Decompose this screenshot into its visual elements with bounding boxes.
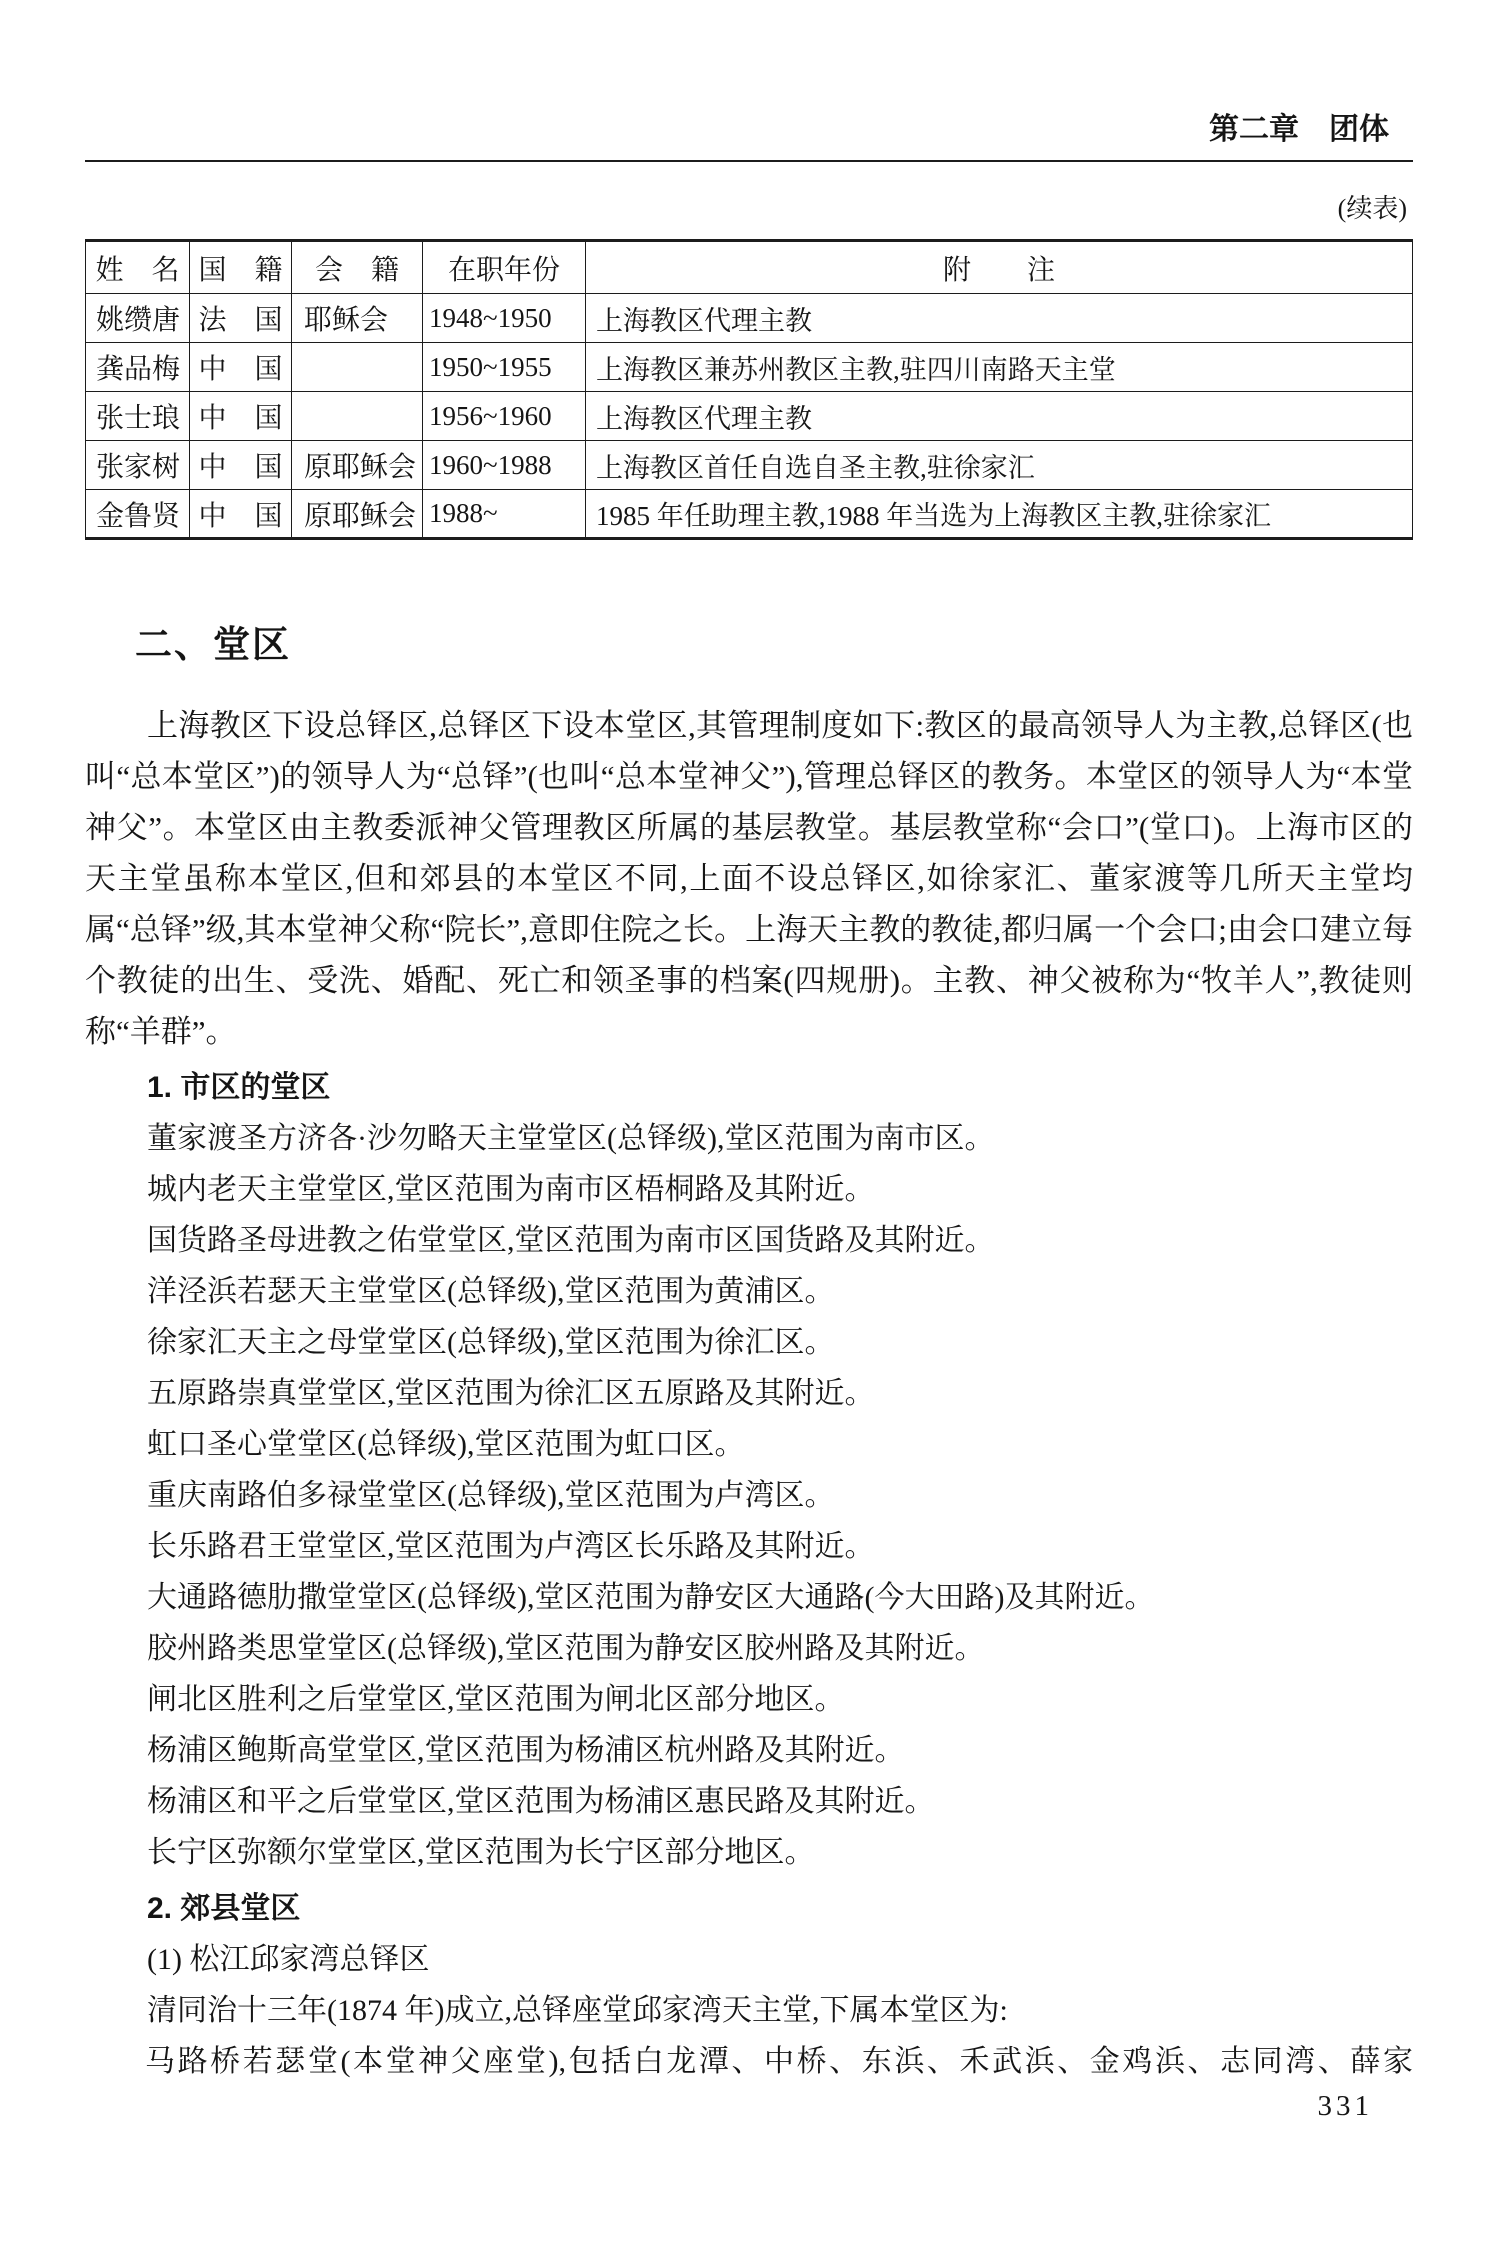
cell-name: 金鲁贤: [86, 490, 190, 539]
cell-membership: 耶稣会: [292, 294, 423, 343]
cell-membership: [292, 392, 423, 441]
cell-name: 姚缵唐: [86, 294, 190, 343]
cell-name: 张家树: [86, 441, 190, 490]
section-heading: 二、堂区: [135, 624, 291, 665]
col-header-note: 附 注: [586, 241, 1413, 294]
parish-item: 闸北区胜利之后堂堂区,堂区范围为闸北区部分地区。: [147, 1683, 845, 1716]
table-row: [86, 441, 1413, 490]
intro-paragraph: 上海教区下设总铎区,总铎区下设本堂区,其管理制度如下:教区的最高领导人为主教,总铎区(也叫“总本堂区”)的领导人为“总铎”(也叫“总本堂神父”),管理总铎区的教务。本堂区的领导人为“本堂神父”。本堂区由主教委派神父管理教区所属的基层教堂。基层教堂称“会口”(堂口)。上海市区的天主堂虽称本堂区,但和郊县的本堂区不同,上面不设总铎区,如徐家汇、董家渡等几所天主堂均属“总铎”级,其本堂神父称“院长”,意即住院之长。上海天主教的教徒,都归属一个会口;由会口建立每个教徒的出生、受洗、婚配、死亡和领圣事的档案(四规册)。主教、神父被称为“牧羊人”,教徒则称“羊群”。: [85, 708, 1413, 1049]
cell-nationality: 中 国: [190, 392, 292, 441]
parish-item: 虹口圣心堂堂区(总铎级),堂区范围为虹口区。: [147, 1428, 745, 1461]
suburb-line-2: 马路桥若瑟堂(本堂神父座堂),包括白龙潭、中桥、东浜、禾武浜、金鸡浜、志同湾、薛家: [145, 2045, 1413, 2078]
cell-nationality: 中 国: [190, 343, 292, 392]
cell-membership: [292, 343, 423, 392]
parish-item: 徐家汇天主之母堂堂区(总铎级),堂区范围为徐汇区。: [147, 1326, 835, 1359]
cell-years: 1948~1950: [423, 294, 586, 343]
page-content: [85, 0, 1413, 2087]
parish-item: 杨浦区和平之后堂堂区,堂区范围为杨浦区惠民路及其附近。: [147, 1785, 935, 1818]
cell-note: 上海教区代理主教: [586, 392, 1413, 441]
parish-item: 大通路德肋撒堂堂区(总铎级),堂区范围为静安区大通路(今大田路)及其附近。: [147, 1581, 1155, 1614]
chapter-title: 第二章 团体: [1209, 113, 1389, 146]
col-header-nationality: 国 籍: [190, 241, 292, 294]
col-header-years: 在职年份: [423, 241, 586, 294]
cell-nationality: 法 国: [190, 294, 292, 343]
parish-item: 五原路崇真堂堂区,堂区范围为徐汇区五原路及其附近。: [147, 1377, 875, 1410]
running-header: [85, 0, 1413, 162]
parish-item: 城内老天主堂堂区,堂区范围为南市区梧桐路及其附近。: [147, 1173, 875, 1206]
parish-item: 洋泾浜若瑟天主堂堂区(总铎级),堂区范围为黄浦区。: [147, 1275, 835, 1308]
table-row: [86, 490, 1413, 539]
subsection-city-title: 1. 市区的堂区: [147, 1071, 331, 1104]
cell-name: 张士琅: [86, 392, 190, 441]
cell-years: 1956~1960: [423, 392, 586, 441]
cell-years: 1988~: [423, 490, 586, 539]
parish-item: 杨浦区鲍斯高堂堂区,堂区范围为杨浦区杭州路及其附近。: [147, 1734, 905, 1767]
table-header-row: [86, 241, 1413, 294]
table-row: [86, 294, 1413, 343]
cell-years: 1950~1955: [423, 343, 586, 392]
bishops-table: [85, 239, 1413, 540]
city-parish-list: [85, 1113, 1413, 1878]
cell-note: 1985 年任助理主教,1988 年当选为上海教区主教,驻徐家汇: [586, 490, 1413, 539]
parish-item: 胶州路类思堂堂区(总铎级),堂区范围为静安区胶州路及其附近。: [147, 1632, 985, 1665]
bishops-table-header: [86, 241, 1413, 294]
cell-years: 1960~1988: [423, 441, 586, 490]
table-row: [86, 392, 1413, 441]
parish-item: 董家渡圣方济各·沙勿略天主堂堂区(总铎级),堂区范围为南市区。: [147, 1122, 995, 1155]
col-header-membership: 会 籍: [292, 241, 423, 294]
page-number: 331: [1317, 2090, 1373, 2122]
parish-item: 国货路圣母进教之佑堂堂区,堂区范围为南市区国货路及其附近。: [147, 1224, 995, 1257]
table-continued-note: (续表): [1337, 194, 1407, 223]
parish-item: 长乐路君王堂堂区,堂区范围为卢湾区长乐路及其附近。: [147, 1530, 875, 1563]
cell-name: 龚品梅: [86, 343, 190, 392]
cell-note: 上海教区代理主教: [586, 294, 1413, 343]
cell-membership: 原耶稣会: [292, 441, 423, 490]
cell-note: 上海教区兼苏州教区主教,驻四川南路天主堂: [586, 343, 1413, 392]
subsection-suburb-title: 2. 郊县堂区: [147, 1892, 301, 1925]
cell-nationality: 中 国: [190, 490, 292, 539]
table-row: [86, 343, 1413, 392]
suburb-line-1: 清同治十三年(1874 年)成立,总铎座堂邱家湾天主堂,下属本堂区为:: [147, 1994, 1008, 2027]
suburb-subitem-title: (1) 松江邱家湾总铎区: [147, 1943, 430, 1976]
cell-note: 上海教区首任自选自圣主教,驻徐家汇: [586, 441, 1413, 490]
parish-item: 长宁区弥额尔堂堂区,堂区范围为长宁区部分地区。: [147, 1836, 815, 1869]
col-header-name: 姓 名: [86, 241, 190, 294]
cell-membership: 原耶稣会: [292, 490, 423, 539]
bishops-table-body: [86, 294, 1413, 539]
cell-nationality: 中 国: [190, 441, 292, 490]
parish-item: 重庆南路伯多禄堂堂区(总铎级),堂区范围为卢湾区。: [147, 1479, 835, 1512]
